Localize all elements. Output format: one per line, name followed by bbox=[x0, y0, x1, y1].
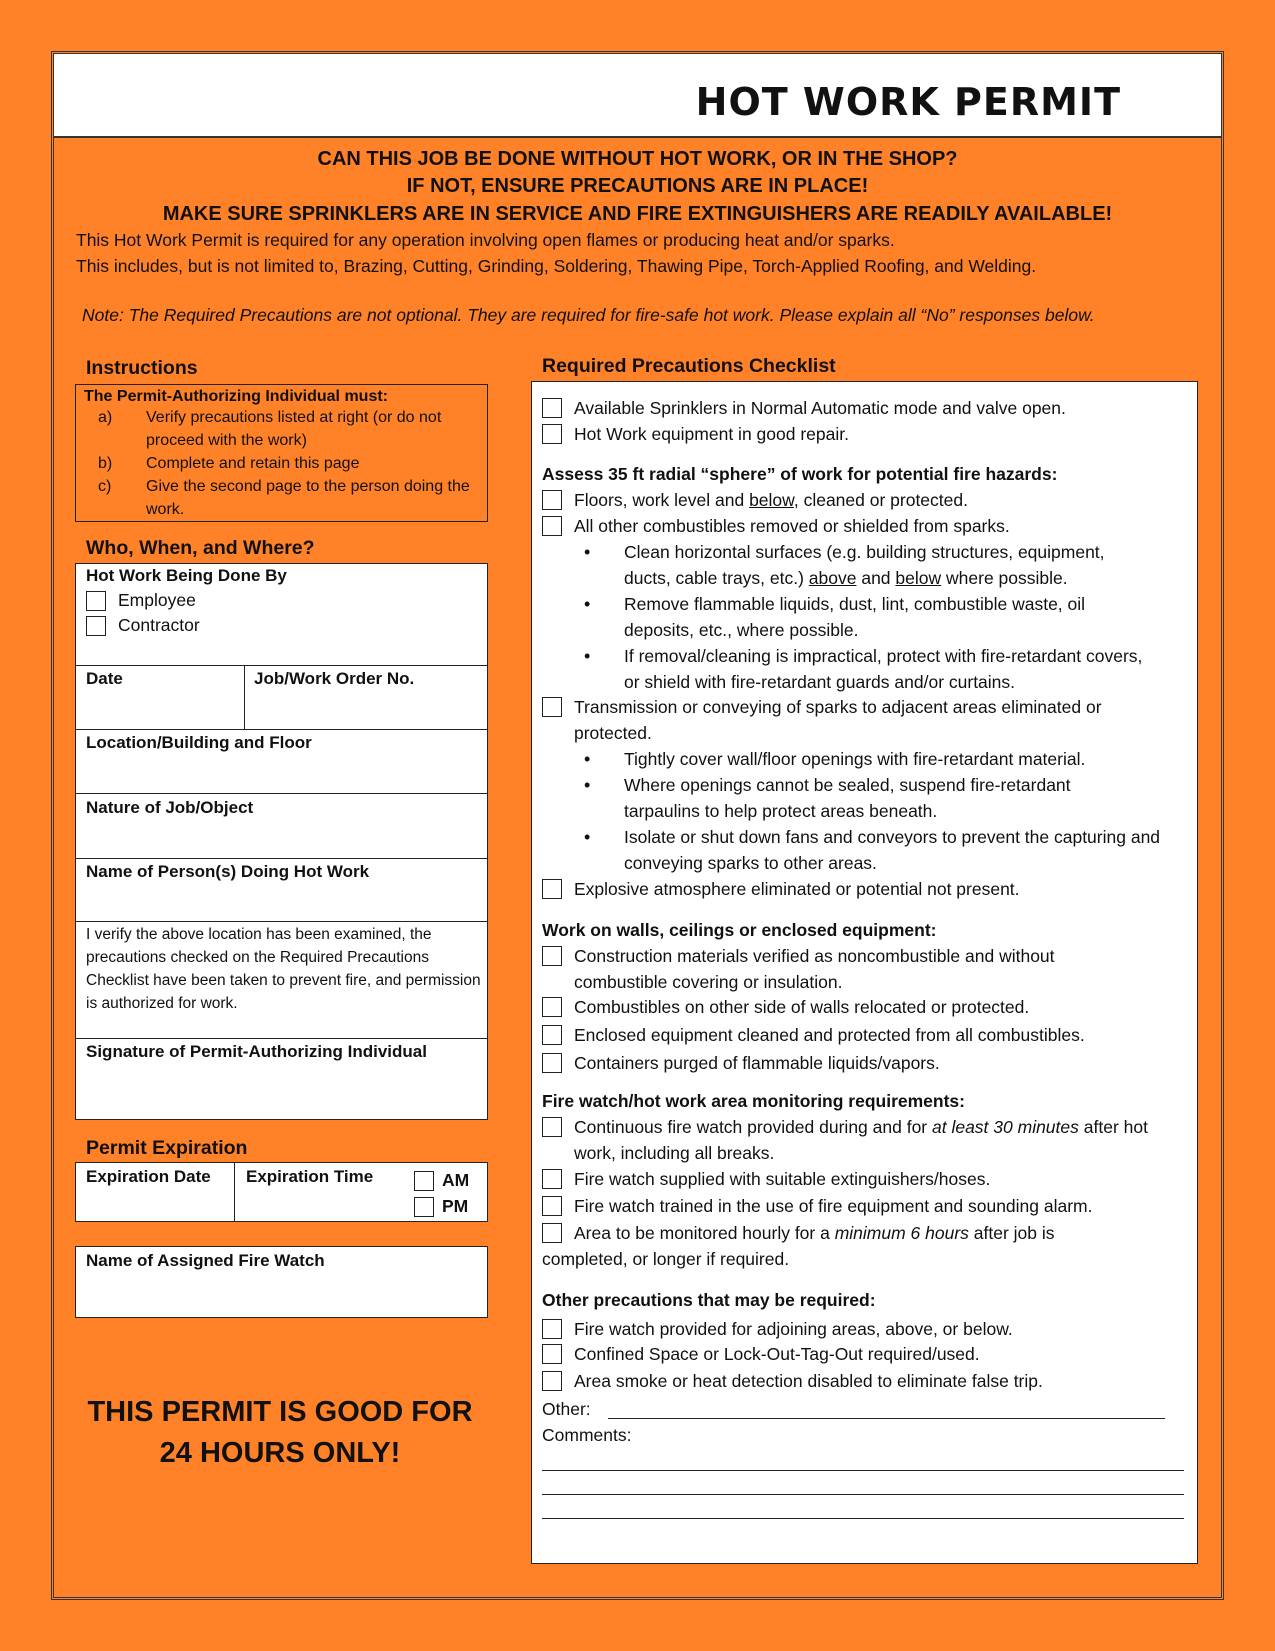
checkbox[interactable] bbox=[542, 1223, 562, 1243]
checklist-item[interactable]: Fire watch provided for adjoining areas, above, or below. bbox=[542, 1316, 1013, 1342]
checkbox[interactable] bbox=[542, 1371, 562, 1391]
checklist-box bbox=[531, 381, 1198, 1564]
checklist-item[interactable]: Enclosed equipment cleaned and protected from all combustibles. bbox=[542, 1022, 1085, 1048]
bullet-item: • If removal/cleaning is impractical, protect with fire-retardant covers, or shield with fire-retardant guards and/or curtains. bbox=[584, 646, 1143, 692]
checkbox[interactable] bbox=[542, 1169, 562, 1189]
comments-label: Comments: bbox=[542, 1425, 632, 1445]
banner-line-1: CAN THIS JOB BE DONE WITHOUT HOT WORK, OR IN THE SHOP? bbox=[317, 148, 958, 170]
checkbox[interactable] bbox=[542, 398, 562, 418]
checklist-item[interactable]: Confined Space or Lock-Out-Tag-Out required/used. bbox=[542, 1341, 980, 1367]
fire-watch-box[interactable] bbox=[75, 1246, 488, 1318]
comments-line[interactable] bbox=[542, 1470, 1184, 1471]
instructions-lead: The Permit-Authorizing Individual must: bbox=[84, 388, 388, 405]
verification-statement: I verify the above location has been examined, the precautions checked on the Required Precautions Checklist have been taken to prevent fire, and permission is authorized for work. bbox=[86, 926, 481, 1012]
done-by-label: Hot Work Being Done By bbox=[86, 566, 287, 585]
checklist-item[interactable]: Fire watch supplied with suitable extinguishers/hoses. bbox=[542, 1166, 990, 1192]
checklist-item[interactable]: Construction materials verified as noncombustible and without combustible covering or insulation. bbox=[542, 943, 1142, 995]
walls-heading: Work on walls, ceilings or enclosed equipment: bbox=[542, 920, 937, 940]
checkbox[interactable] bbox=[542, 516, 562, 536]
instructions-list bbox=[84, 406, 479, 521]
checklist-item[interactable]: Transmission or conveying of sparks to adjacent areas eliminated or protected. bbox=[542, 694, 1172, 746]
signature-field[interactable]: Signature of Permit-Authorizing Individual bbox=[86, 1042, 427, 1061]
checkbox[interactable] bbox=[542, 1319, 562, 1339]
pm-option[interactable]: PM bbox=[414, 1196, 468, 1217]
checkbox[interactable] bbox=[542, 879, 562, 899]
instructions-box bbox=[75, 384, 488, 522]
checkbox[interactable] bbox=[542, 1053, 562, 1073]
expiration-time-field[interactable]: Expiration Time bbox=[246, 1167, 374, 1186]
checklist-heading: Required Precautions Checklist bbox=[542, 355, 836, 377]
other-heading: Other precautions that may be required: bbox=[542, 1290, 876, 1310]
page-title: HOT WORK PERMIT bbox=[695, 80, 1121, 124]
comments-line[interactable] bbox=[542, 1494, 1184, 1495]
checkbox[interactable] bbox=[542, 697, 562, 717]
checkbox[interactable] bbox=[542, 1196, 562, 1216]
other-label: Other: bbox=[542, 1399, 591, 1419]
pm-checkbox[interactable] bbox=[414, 1197, 434, 1217]
bullet-item: • Remove flammable liquids, dust, lint, combustible waste, oil deposits, etc., where possible. bbox=[584, 594, 1086, 640]
checkbox[interactable] bbox=[542, 997, 562, 1017]
fire-watch-field: Name of Assigned Fire Watch bbox=[86, 1251, 325, 1270]
banner-line-3: MAKE SURE SPRINKLERS ARE IN SERVICE AND FIRE EXTINGUISHERS ARE READILY AVAILABLE! bbox=[162, 203, 1113, 225]
expiration-date-field[interactable]: Expiration Date bbox=[86, 1167, 211, 1186]
good-for-line-1: THIS PERMIT IS GOOD FOR bbox=[87, 1396, 473, 1428]
bullet-item: • Isolate or shut down fans and conveyors to prevent the capturing and conveying sparks to other areas. bbox=[584, 827, 1161, 873]
checkbox[interactable] bbox=[542, 1025, 562, 1045]
list-item: b) Complete and retain this page bbox=[98, 455, 360, 472]
expiration-heading: Permit Expiration bbox=[86, 1137, 248, 1159]
checklist-item[interactable]: Containers purged of flammable liquids/vapors. bbox=[542, 1050, 940, 1076]
good-for-line-2: 24 HOURS ONLY! bbox=[159, 1437, 401, 1469]
contractor-option[interactable]: Contractor bbox=[86, 615, 200, 636]
checklist-item[interactable]: Area to be monitored hourly for a minimum 6 hours after job is bbox=[542, 1220, 1055, 1246]
checklist-item[interactable]: Fire watch trained in the use of fire equipment and sounding alarm. bbox=[542, 1193, 1093, 1219]
checklist-item[interactable]: Continuous fire watch provided during and for at least 30 minutes after hot work, including all breaks. bbox=[542, 1114, 1172, 1166]
who-heading: Who, When, and Where? bbox=[86, 537, 315, 559]
date-field[interactable]: Date bbox=[86, 669, 123, 688]
expiration-box bbox=[75, 1162, 488, 1222]
list-item: a) Verify precautions listed at right (or do not proceed with the work) bbox=[98, 409, 442, 449]
checkbox[interactable] bbox=[542, 1344, 562, 1364]
checkbox[interactable] bbox=[542, 424, 562, 444]
intro-line-1: This Hot Work Permit is required for any operation involving open flames or producing heat and/or sparks. bbox=[76, 230, 895, 250]
nature-field[interactable]: Nature of Job/Object bbox=[86, 798, 254, 817]
banner-line-2: IF NOT, ENSURE PRECAUTIONS ARE IN PLACE! bbox=[406, 175, 869, 197]
checkbox[interactable] bbox=[542, 946, 562, 966]
location-field[interactable]: Location/Building and Floor bbox=[86, 733, 312, 752]
checkbox[interactable] bbox=[542, 490, 562, 510]
intro-line-2: This includes, but is not limited to, Brazing, Cutting, Grinding, Soldering, Thawing Pipe, Torch-Applied Roofing, and Welding. bbox=[76, 256, 1037, 276]
persons-field[interactable]: Name of Person(s) Doing Hot Work bbox=[86, 862, 370, 881]
title-band bbox=[54, 54, 1221, 138]
checklist-item[interactable]: Explosive atmosphere eliminated or potential not present. bbox=[542, 876, 1020, 902]
fire-watch-heading: Fire watch/hot work area monitoring requirements: bbox=[542, 1091, 965, 1111]
am-checkbox[interactable] bbox=[414, 1171, 434, 1191]
checklist-item[interactable]: Combustibles on other side of walls relocated or protected. bbox=[542, 994, 1029, 1020]
bullet-item: • Where openings cannot be sealed, suspend fire-retardant tarpaulins to help protect areas beneath. bbox=[584, 775, 1071, 821]
assess-heading: Assess 35 ft radial “sphere” of work for potential fire hazards: bbox=[542, 464, 1058, 484]
checklist-item-continuation: completed, or longer if required. bbox=[542, 1249, 790, 1269]
bullet-item: • Clean horizontal surfaces (e.g. building structures, equipment, ducts, cable trays, etc.) above and below where possible. bbox=[584, 542, 1105, 588]
list-item: c) Give the second page to the person doing the work. bbox=[98, 478, 470, 518]
contractor-checkbox[interactable] bbox=[86, 616, 106, 636]
who-when-where-box bbox=[75, 563, 488, 1120]
instructions-heading: Instructions bbox=[86, 357, 198, 379]
bullet-item: • Tightly cover wall/floor openings with fire-retardant material. bbox=[584, 749, 1086, 769]
comments-line[interactable] bbox=[542, 1518, 1184, 1519]
checklist-item[interactable]: Area smoke or heat detection disabled to eliminate false trip. bbox=[542, 1368, 1043, 1394]
checkbox[interactable] bbox=[542, 1117, 562, 1137]
job-number-field[interactable]: Job/Work Order No. bbox=[254, 669, 415, 688]
employee-option[interactable]: Employee bbox=[86, 590, 196, 611]
other-input-line[interactable] bbox=[608, 1418, 1165, 1419]
employee-checkbox[interactable] bbox=[86, 591, 106, 611]
note: Note: The Required Precautions are not optional. They are required for fire-safe hot work. Please explain all “No” responses below. bbox=[82, 305, 1095, 325]
checklist-item[interactable]: Available Sprinklers in Normal Automatic mode and valve open. bbox=[542, 395, 1066, 421]
checklist-item[interactable]: Hot Work equipment in good repair. bbox=[542, 421, 849, 447]
checklist-item[interactable]: Floors, work level and below, cleaned or protected. bbox=[542, 487, 968, 513]
am-option[interactable]: AM bbox=[414, 1170, 469, 1191]
checklist-item[interactable]: All other combustibles removed or shielded from sparks. bbox=[542, 513, 1010, 539]
